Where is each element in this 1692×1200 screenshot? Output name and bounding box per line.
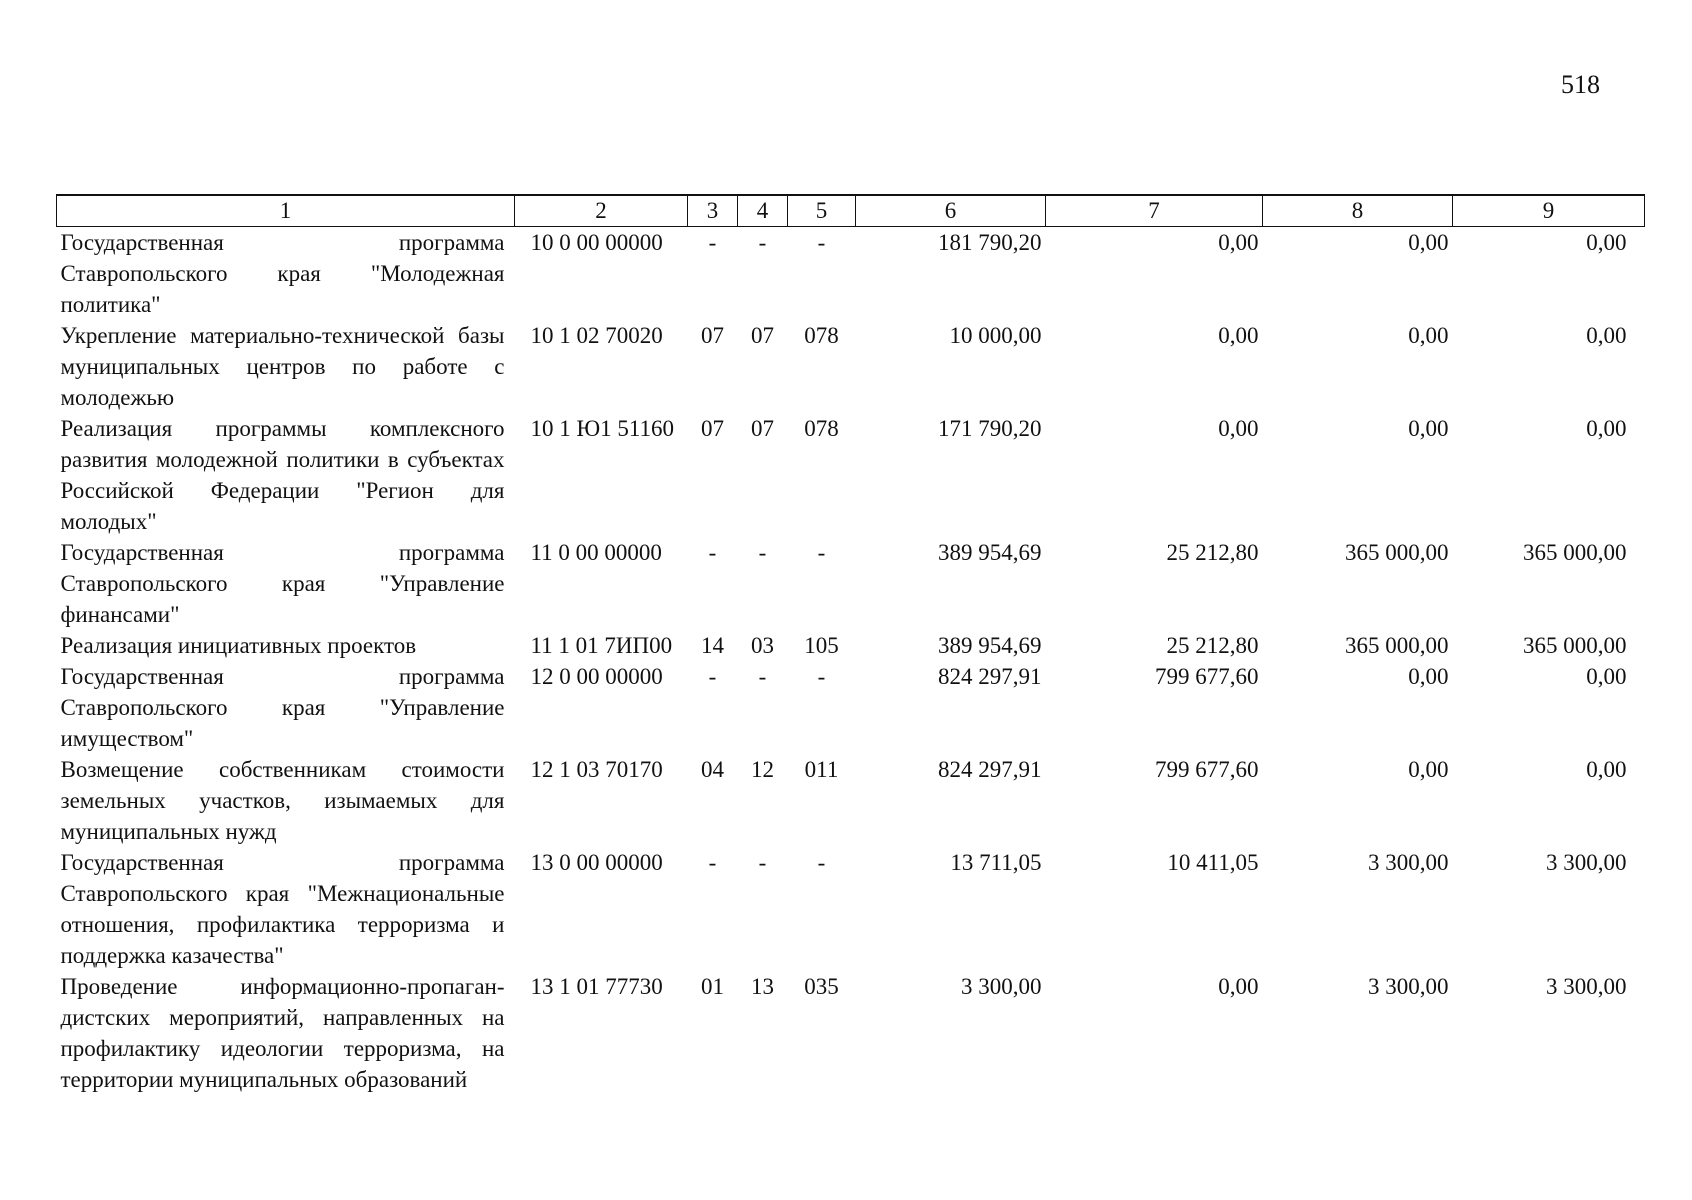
row-code: 12 1 03 70170 bbox=[530, 757, 663, 782]
table-row bbox=[57, 847, 1645, 971]
row-code: 11 0 00 00000 bbox=[530, 540, 662, 565]
row-col-8: 3 300,00 bbox=[1368, 974, 1449, 999]
row-code: 10 1 Ю1 51160 bbox=[530, 416, 675, 441]
row-col-4: 07 bbox=[751, 323, 774, 348]
row-col-7: 0,00 bbox=[1218, 230, 1259, 255]
row-code: 13 0 00 00000 bbox=[530, 850, 663, 875]
table-body bbox=[57, 227, 1645, 1096]
header-col-8: 8 bbox=[1263, 195, 1453, 227]
row-col-9: 0,00 bbox=[1586, 664, 1627, 689]
table-row bbox=[57, 971, 1645, 1095]
row-code: 10 0 00 00000 bbox=[530, 230, 663, 255]
row-col-7: 0,00 bbox=[1218, 974, 1259, 999]
row-code: 11 1 01 7ИП00 bbox=[530, 633, 673, 658]
header-col-6: 6 bbox=[856, 195, 1046, 227]
row-col-8: 0,00 bbox=[1408, 323, 1449, 348]
row-col-3: 07 bbox=[701, 323, 724, 348]
row-col-7: 0,00 bbox=[1218, 323, 1259, 348]
row-col-7: 25 212,80 bbox=[1166, 633, 1259, 658]
row-col-5: 105 bbox=[804, 633, 839, 658]
row-name: Государственная программа Ставропольского края "Управление финансами" bbox=[60, 540, 505, 627]
row-col-4: 03 bbox=[751, 633, 774, 658]
row-col-5: - bbox=[817, 664, 826, 689]
row-col-6: 13 711,05 bbox=[950, 850, 1042, 875]
row-name: Реализация инициативных проектов bbox=[60, 633, 417, 658]
row-col-3: 07 bbox=[701, 416, 724, 441]
table-row bbox=[57, 537, 1645, 630]
row-col-3: 04 bbox=[701, 757, 724, 782]
table-row bbox=[57, 413, 1645, 537]
row-col-5: - bbox=[817, 850, 826, 875]
row-col-6: 389 954,69 bbox=[938, 540, 1042, 565]
row-col-5: - bbox=[817, 230, 826, 255]
row-col-4: - bbox=[758, 230, 767, 255]
row-col-3: - bbox=[708, 230, 717, 255]
header-col-7: 7 bbox=[1046, 195, 1263, 227]
header-row bbox=[57, 195, 1645, 227]
row-col-9: 0,00 bbox=[1586, 323, 1627, 348]
row-col-5: 035 bbox=[804, 974, 839, 999]
row-name: Государственная программа Ставропольского края "Молодежная политика" bbox=[60, 230, 505, 317]
row-col-8: 0,00 bbox=[1408, 664, 1449, 689]
row-col-9: 365 000,00 bbox=[1523, 633, 1627, 658]
row-name: Возмещение собственникам стоимости земельных участков, изымаемых для муниципальных нужд bbox=[60, 757, 505, 844]
row-col-6: 824 297,91 bbox=[938, 664, 1042, 689]
row-col-5: 078 bbox=[804, 416, 839, 441]
row-col-9: 3 300,00 bbox=[1546, 974, 1627, 999]
table-row bbox=[57, 320, 1645, 413]
row-col-8: 3 300,00 bbox=[1368, 850, 1449, 875]
row-col-5: - bbox=[817, 540, 826, 565]
row-col-4: 12 bbox=[751, 757, 774, 782]
row-col-7: 799 677,60 bbox=[1155, 757, 1259, 782]
header-col-1: 1 bbox=[57, 195, 515, 227]
row-col-3: - bbox=[708, 664, 717, 689]
table-row bbox=[57, 754, 1645, 847]
table-header bbox=[57, 195, 1645, 227]
header-col-4: 4 bbox=[738, 195, 788, 227]
budget-table-container bbox=[56, 194, 1645, 1095]
row-col-9: 0,00 bbox=[1586, 230, 1627, 255]
row-col-8: 365 000,00 bbox=[1345, 633, 1449, 658]
row-code: 12 0 00 00000 bbox=[530, 664, 663, 689]
header-col-2: 2 bbox=[515, 195, 688, 227]
header-col-3: 3 bbox=[688, 195, 738, 227]
budget-table bbox=[56, 194, 1645, 1095]
row-col-3: 01 bbox=[701, 974, 724, 999]
row-col-8: 0,00 bbox=[1408, 416, 1449, 441]
row-name: Государственная программа Ставропольского края "Управление имуществом" bbox=[60, 664, 505, 751]
row-col-8: 0,00 bbox=[1408, 757, 1449, 782]
row-col-4: - bbox=[758, 850, 767, 875]
row-col-7: 0,00 bbox=[1218, 416, 1259, 441]
table-row bbox=[57, 661, 1645, 754]
row-name: Реализация программы комплексного развития молодежной политики в субъектах Российской Федерации "Регион для молодых" bbox=[60, 416, 505, 534]
table-row bbox=[57, 630, 1645, 661]
row-col-6: 389 954,69 bbox=[938, 633, 1042, 658]
row-name: Проведение информационно-пропаган- дистских мероприятий, направленных на профилактику идеологии терроризма, на территории муниципальных образований bbox=[60, 974, 505, 1092]
header-col-9: 9 bbox=[1453, 195, 1645, 227]
row-col-4: - bbox=[758, 664, 767, 689]
row-col-3: 14 bbox=[701, 633, 724, 658]
row-col-9: 3 300,00 bbox=[1546, 850, 1627, 875]
row-col-7: 10 411,05 bbox=[1167, 850, 1259, 875]
row-col-9: 365 000,00 bbox=[1523, 540, 1627, 565]
row-col-3: - bbox=[708, 540, 717, 565]
row-col-7: 799 677,60 bbox=[1155, 664, 1259, 689]
row-col-6: 171 790,20 bbox=[938, 416, 1042, 441]
row-col-6: 181 790,20 bbox=[938, 230, 1042, 255]
row-col-4: 07 bbox=[751, 416, 774, 441]
row-col-6: 824 297,91 bbox=[938, 757, 1042, 782]
row-col-4: 13 bbox=[751, 974, 774, 999]
row-col-4: - bbox=[758, 540, 767, 565]
row-code: 13 1 01 77730 bbox=[530, 974, 663, 999]
row-col-9: 0,00 bbox=[1586, 757, 1627, 782]
row-name: Укрепление материально-технической базы муниципальных центров по работе с молодежью bbox=[60, 323, 505, 410]
row-col-3: - bbox=[708, 850, 717, 875]
row-col-5: 078 bbox=[804, 323, 839, 348]
header-col-5: 5 bbox=[788, 195, 856, 227]
row-name: Государственная программа Ставропольского края "Межнациональные отношения, профилактика терроризма и поддержка казачества" bbox=[60, 850, 505, 968]
row-code: 10 1 02 70020 bbox=[530, 323, 663, 348]
table-row bbox=[57, 227, 1645, 321]
row-col-8: 0,00 bbox=[1408, 230, 1449, 255]
page-number: 518 bbox=[1561, 70, 1600, 99]
row-col-6: 10 000,00 bbox=[949, 323, 1042, 348]
row-col-7: 25 212,80 bbox=[1166, 540, 1259, 565]
row-col-6: 3 300,00 bbox=[961, 974, 1042, 999]
row-col-5: 011 bbox=[804, 757, 839, 782]
row-col-9: 0,00 bbox=[1586, 416, 1627, 441]
row-col-8: 365 000,00 bbox=[1345, 540, 1449, 565]
